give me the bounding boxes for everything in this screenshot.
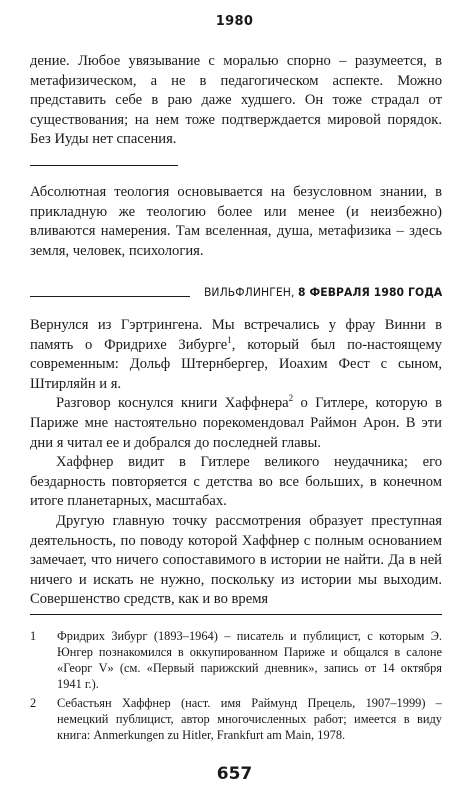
paragraph-continued	[30, 52, 442, 150]
footnote-separator	[30, 614, 442, 615]
entry-paragraph-4: Другую главную точку рассмотрения образует преступная деятельность, по поводу которой Хаффнер с полным основанием замечает, что ничего сопоставимого в истории не найти. Да в ней ничего и искать не нужно, поскольку из истории мы выходим. Совершенство средств, как и во время	[30, 512, 442, 608]
footnotes	[30, 628, 442, 746]
entry-paragraph-1: Вернулся из Гэртрингена. Мы встречались у фрау Винни в память о Фридрихе Зибурге$^1$, который был по-настоящему современным: Дольф Штернбергер, Иоахим Фест с сыном, Штирляйн и я.	[30, 317, 442, 392]
footnote-1	[30, 628, 442, 692]
entry-paragraph-2: Разговор коснулся книги Хаффнера$^2$ о Гитлере, которую в Париже мне настоятельно порекомендовал Раймон Арон. В эти дни я читал ее и добрался до последней главы.	[30, 393, 442, 451]
running-head: 1980	[215, 14, 254, 29]
heading-rule	[30, 296, 190, 297]
diary-entry-heading	[30, 285, 442, 305]
section-divider	[30, 165, 178, 166]
paragraph-text: Абсолютная теология основывается на безусловном знании, в прикладную же теологию более или менее (и неизбежно) вливаются намерения. Там вселенная, душа, метафизика – здесь земля, человек, психология.	[30, 184, 442, 259]
footnote-number: 2	[30, 696, 37, 710]
footnote-text: Себастьян Хаффнер (наст. имя Раймунд Прецель, 1907–1999) – немецкий публицист, автор многочисленных работ; имеется в виду книга: Anmerkungen zu Hitler, Frankfurt am Main, 1978.	[57, 696, 442, 742]
footnote-text: Фридрих Зибург (1893–1964) – писатель и публицист, с которым Э. Юнгер познакомился в оккупированном Париже и общался в салоне «Георг V» (см. «Первый парижский дневник», запись от 14 октября 1941 г.).	[57, 629, 442, 691]
entry-paragraph-3: Хаффнер видит в Гитлере великого неудачника; его бездарность повторяется с детства во все больших, в конечном итоге планетарных, масштабах.	[30, 454, 442, 510]
entry-place: ВИЛЬФЛИНГЕН,	[203, 285, 298, 299]
entry-heading-label	[204, 285, 442, 299]
diary-entry-body	[30, 316, 442, 610]
paragraph-text: дение. Любое увязывание с моралью спорно – разумеется, в метафизическом, а не в педагогическом аспекте. Можно представить себе в раю даже худшего. Он тоже страдал от существования; на нем тоже подтверждается мировой порядок. Без Иуды нет спасения.	[30, 53, 442, 148]
footnote-2	[30, 695, 442, 743]
page-number: 657	[216, 764, 253, 784]
footnote-ref-2: 2	[288, 393, 294, 404]
paragraph-theology	[30, 183, 442, 261]
footnote-ref-1: 1	[227, 334, 232, 345]
entry-date: 8 ФЕВРАЛЯ 1980 ГОДА	[297, 285, 442, 299]
footnote-number: 1	[30, 629, 37, 643]
